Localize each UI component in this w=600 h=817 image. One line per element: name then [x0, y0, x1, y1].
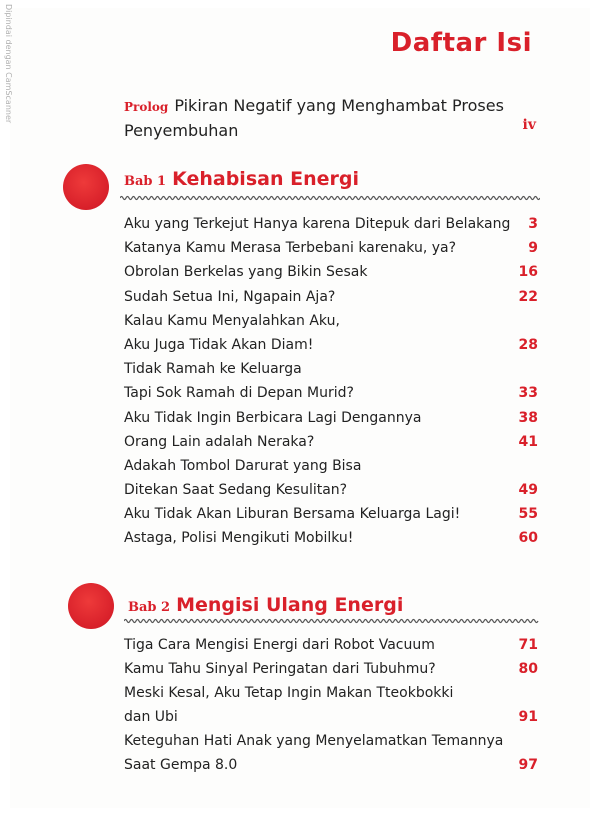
toc-entry-page-number: 55	[518, 506, 538, 523]
toc-entry-page-number: 16	[518, 264, 538, 281]
toc-entry	[124, 502, 538, 526]
toc-entry-title-line: Katanya Kamu Merasa Terbebani karenaku, ya?	[124, 240, 457, 257]
toc-entry	[124, 357, 538, 405]
toc-entry-title-line: Sudah Setua Ini, Ngapain Aja?	[124, 288, 336, 305]
toc-entry-title-line: Obrolan Berkelas yang Bikin Sesak	[124, 264, 368, 281]
toc-entry-page-number: 3	[528, 216, 538, 232]
toc-entry-page-number: 41	[518, 433, 538, 450]
toc-entry-page-number: 38	[518, 409, 538, 426]
chapter-2-wavy-divider	[124, 617, 539, 625]
toc-entry	[124, 681, 538, 729]
prolog-title: Pikiran Negatif yang Menghambat Proses Penyembuhan	[124, 96, 504, 140]
toc-entry	[124, 526, 538, 550]
prolog-label: Prolog	[124, 100, 169, 114]
toc-entry-title-line: Astaga, Polisi Mengikuti Mobilku!	[124, 530, 354, 547]
toc-entry-title-line: Aku Tidak Akan Liburan Bersama Keluarga Lagi!	[124, 506, 461, 523]
toc-entry-page-number: 49	[518, 482, 538, 499]
chapter-1-entries	[124, 212, 538, 551]
chapter-1-heading	[124, 168, 359, 190]
toc-entry-page-number: 97	[518, 757, 538, 774]
toc-entry-title-line: Tidak Ramah ke Keluarga	[124, 361, 302, 378]
toc-entry	[124, 309, 538, 357]
toc-entry	[124, 430, 538, 454]
chapter-1-title: Kehabisan Energi	[172, 168, 359, 190]
chapter-1-red-circle-icon	[63, 164, 109, 210]
toc-entry-title-line: Ditekan Saat Sedang Kesulitan?	[124, 482, 348, 499]
toc-entry-title-line: Meski Kesal, Aku Tetap Ingin Makan Tteokbokki	[124, 685, 454, 701]
chapter-1-label: Bab 1	[124, 174, 167, 189]
toc-entry-title-line: Aku Juga Tidak Akan Diam!	[124, 336, 314, 353]
toc-entry	[124, 657, 538, 681]
toc-entry-page-number: 71	[518, 637, 538, 653]
toc-entry	[124, 454, 538, 502]
toc-entry	[124, 236, 538, 260]
toc-entry-title-line: Saat Gempa 8.0	[124, 757, 238, 773]
toc-entry	[124, 285, 538, 309]
chapter-2-title: Mengisi Ulang Energi	[176, 594, 404, 616]
toc-entry	[124, 406, 538, 430]
toc-entry-page-number: 22	[518, 288, 538, 305]
toc-entry	[124, 633, 538, 657]
toc-entry-title-line: Aku yang Terkejut Hanya karena Ditepuk dari Belakang	[124, 216, 511, 232]
toc-entry-page-number: 28	[518, 336, 538, 353]
chapter-2-entries	[124, 633, 538, 777]
toc-entry-title-line: Tiga Cara Mengisi Energi dari Robot Vacuum	[124, 637, 435, 653]
toc-entry-page-number: 80	[518, 661, 538, 677]
toc-entry	[124, 729, 538, 777]
toc-entry-page-number: 9	[528, 240, 538, 257]
toc-entry-title-line: Aku Tidak Ingin Berbicara Lagi Dengannya	[124, 409, 422, 426]
prolog-line	[124, 94, 536, 142]
chapter-2-red-circle-icon	[68, 583, 114, 629]
chapter-2-label: Bab 2	[128, 600, 171, 615]
toc-entry	[124, 260, 538, 284]
toc-entry	[124, 212, 538, 236]
prolog-entry	[124, 94, 536, 142]
chapter-1-wavy-divider	[120, 194, 540, 202]
toc-entry-title-line: Kalau Kamu Menyalahkan Aku,	[124, 312, 340, 329]
toc-entry-page-number: 60	[518, 530, 538, 547]
toc-entry-title-line: Kamu Tahu Sinyal Peringatan dari Tubuhmu?	[124, 661, 436, 677]
toc-entry-title-line: Tapi Sok Ramah di Depan Murid?	[124, 385, 354, 402]
toc-entry-title-line: Keteguhan Hati Anak yang Menyelamatkan Temannya	[124, 733, 504, 749]
page-title: Daftar Isi	[390, 28, 532, 58]
toc-entry-page-number: 33	[518, 385, 538, 402]
toc-entry-title-line: Adakah Tombol Darurat yang Bisa	[124, 457, 362, 474]
toc-entry-title-line: Orang Lain adalah Neraka?	[124, 433, 315, 450]
scanner-watermark: Dipindai dengan CamScanner	[4, 4, 13, 124]
toc-entry-page-number: 91	[518, 709, 538, 726]
chapter-2-heading	[128, 594, 403, 616]
prolog-page-number: iv	[522, 117, 536, 133]
toc-entry-title-line: dan Ubi	[124, 709, 178, 725]
